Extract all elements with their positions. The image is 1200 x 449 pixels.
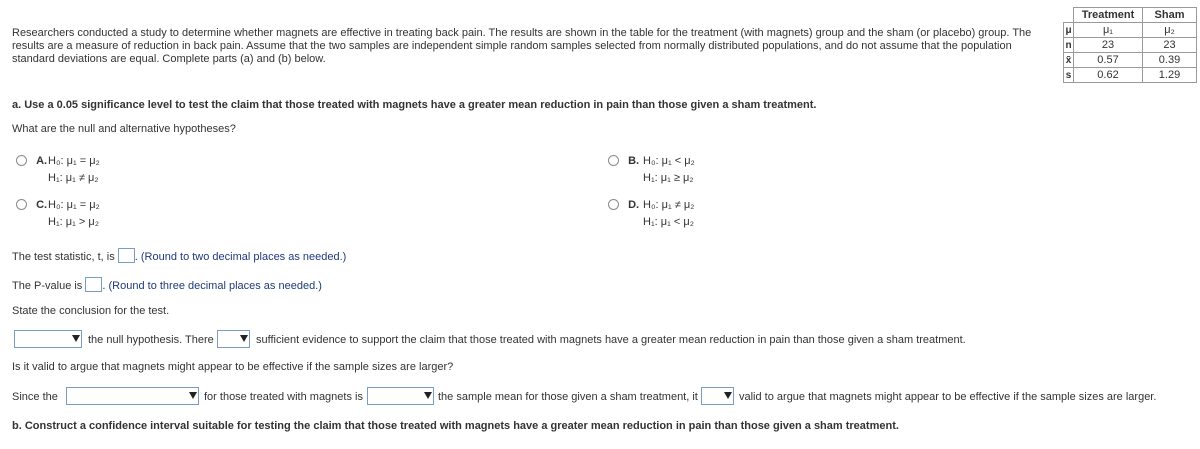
validity-question: Is it valid to argue that magnets might appear to be effective if the sample sizes are larger? — [12, 361, 454, 373]
option-a-letter: A. — [36, 155, 48, 167]
data-table — [1063, 7, 1197, 83]
row-label-s: s — [1064, 68, 1074, 83]
option-d-h0: H₀: μ₁ ≠ μ₂ — [643, 199, 695, 211]
option-c[interactable] — [16, 197, 47, 214]
pvalue-hint: (Round to three decimal places as needed.) — [108, 280, 322, 292]
test-statistic-row: The test statistic, t, is . (Round to two decimal places as needed.) — [12, 248, 346, 263]
cell-n-treatment: 23 — [1074, 38, 1143, 53]
row-label-n: n — [1065, 39, 1072, 51]
test-statistic-label: The test statistic, t, is — [12, 251, 115, 263]
option-c-h1: H₁: μ₁ > μ₂ — [48, 216, 99, 228]
option-c-h0: H₀: μ₁ = μ₂ — [48, 199, 100, 211]
cell-s-treatment: 0.62 — [1074, 68, 1143, 83]
pvalue-row: The P-value is . (Round to three decimal places as needed.) — [12, 277, 322, 292]
sample-mean-text: the sample mean for those given a sham treatment, it — [438, 391, 698, 403]
pvalue-label: The P-value is — [12, 280, 83, 292]
option-b-radio[interactable] — [608, 155, 619, 166]
option-a-h0: H₀: μ₁ = μ₂ — [48, 155, 100, 167]
comparison-dropdown[interactable] — [367, 387, 434, 405]
part-b-prompt: b. Construct a confidence interval suitable for testing the claim that those treated with magnets have a greater mean reduction in pain than those given a sham treatment. — [12, 420, 899, 432]
cell-xbar-sham: 0.39 — [1143, 53, 1197, 68]
conclusion-end-text: sufficient evidence to support the claim that those treated with magnets have a greater mean reduction in pain than those given a sham treatment. — [256, 334, 966, 346]
option-b[interactable] — [608, 153, 639, 170]
option-c-radio[interactable] — [16, 199, 27, 210]
option-c-letter: C. — [36, 199, 48, 211]
pvalue-input[interactable] — [85, 277, 102, 292]
header-treatment: Treatment — [1074, 8, 1143, 23]
option-d-radio[interactable] — [608, 199, 619, 210]
validity-dropdown[interactable] — [701, 387, 734, 405]
option-b-h0: H₀: μ₁ < μ₂ — [643, 155, 695, 167]
for-those-text: for those treated with magnets is — [204, 391, 363, 403]
conclusion-mid-text: the null hypothesis. There — [88, 334, 214, 346]
hypotheses-question: What are the null and alternative hypotheses? — [12, 123, 236, 135]
cell-s-sham: 1.29 — [1143, 68, 1197, 83]
option-d-letter: D. — [628, 199, 640, 211]
chevron-down-icon — [724, 392, 732, 399]
row-label-mu: μ — [1065, 24, 1072, 36]
chevron-down-icon — [240, 335, 248, 342]
option-d[interactable] — [608, 197, 639, 214]
cell-mu-treatment: μ₁ — [1074, 23, 1143, 38]
chevron-down-icon — [189, 392, 197, 399]
option-d-h1: H₁: μ₁ < μ₂ — [643, 216, 694, 228]
cell-n-sham: 23 — [1143, 38, 1197, 53]
since-the-text: Since the — [12, 391, 58, 403]
reject-decision-dropdown[interactable] — [14, 330, 82, 348]
option-a[interactable] — [16, 153, 47, 170]
valid-text: valid to argue that magnets might appear to be effective if the sample sizes are larger. — [739, 391, 1157, 403]
option-b-letter: B. — [628, 155, 640, 167]
header-sham: Sham — [1143, 8, 1197, 23]
statistic-dropdown[interactable] — [66, 387, 199, 405]
chevron-down-icon — [424, 392, 432, 399]
cell-xbar-treatment: 0.57 — [1074, 53, 1143, 68]
test-statistic-input[interactable] — [118, 248, 135, 263]
problem-intro: Researchers conducted a study to determine whether magnets are effective in treating back pain. The results are shown in the table for the treatment (with magnets) group and the sham (or placebo) group. The results are a measure of reduction in back pain. Assume that the two samples are independent simple random samples selected from normally distributed populations, and do not assume that the population standard deviations are equal. Complete parts (a) and (b) below. — [12, 27, 1032, 65]
evidence-dropdown[interactable] — [217, 330, 250, 348]
option-a-h1: H₁: μ₁ ≠ μ₂ — [48, 172, 99, 184]
chevron-down-icon — [72, 335, 80, 342]
cell-mu-sham: μ₂ — [1143, 23, 1197, 38]
option-b-h1: H₁: μ₁ ≥ μ₂ — [643, 172, 694, 184]
row-label-xbar: x̄ — [1064, 53, 1074, 68]
conclusion-prompt: State the conclusion for the test. — [12, 305, 170, 317]
part-a-prompt: a. Use a 0.05 significance level to test the claim that those treated with magnets have a greater mean reduction in pain than those given a sham treatment. — [12, 99, 817, 111]
test-statistic-hint: (Round to two decimal places as needed.) — [140, 251, 347, 263]
option-a-radio[interactable] — [16, 155, 27, 166]
